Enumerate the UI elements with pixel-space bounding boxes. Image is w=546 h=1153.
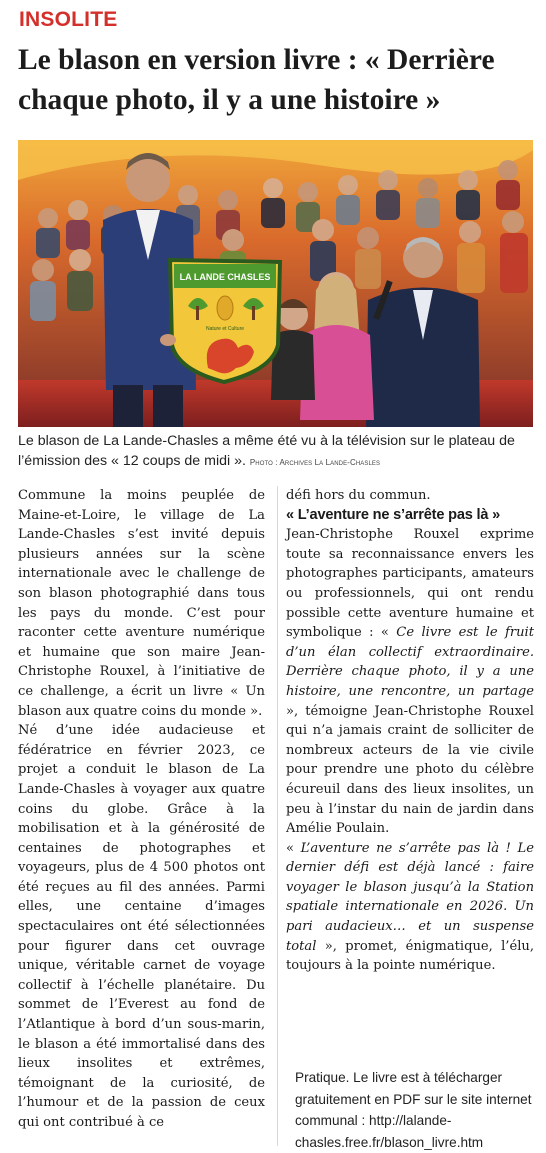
caption-text: Le blason de La Lande-Chasles a même été vu à la télévision sur le plateau de l’émission des « 12 coups de midi ». <box>18 433 515 469</box>
text-run: Jean-Christophe Rouxel exprime toute sa reconnaissance envers les photographes participants, amateurs ou professionnels, qui ont rendu possible cette aventure humaine et symbolique : « <box>286 527 534 641</box>
body-continuation: défi hors du commun. <box>286 488 431 503</box>
body-paragraph <box>286 525 534 839</box>
article-headline: Le blason en version livre : « Derrière chaque photo, il y a une histoire » <box>18 44 495 116</box>
article-subhead: « L’aventure ne s’arrête pas là » <box>286 506 501 523</box>
section-kicker: INSOLITE <box>19 8 118 31</box>
sign-title: LA LANDE CHASLES <box>179 272 271 282</box>
quote-italic: L’aventure ne s’arrête pas là ! Le dernier défi est déjà lancé : faire voyager le blason jusqu’à la Station spatiale internationale en 2026. Un pari audacieux… et un suspense total <box>286 840 534 954</box>
text-run: », témoigne Jean-Christophe Rouxel qui n’a jamais craint de solliciter de nombreux acteurs de la vie civile pour prendre une photo du célèbre écureuil dans des lieux insolites, un peu à l’instar du nain de jardin dans Amélie Poulain. <box>286 703 534 837</box>
practical-info: Pratique. Le livre est à télécharger gratuitement en PDF sur le site internet communal : http://lalande-chasles.free.fr/blason_livre.htm <box>295 1070 532 1150</box>
photo-caption <box>18 431 536 473</box>
body-paragraph: Commune la moins peuplée de Maine-et-Loire, le village de La Lande-Chasles s’est invité depuis plusieurs années sur la scène internationale avec le challenge de son blason photographié dans tous les pays du monde. C’est pour raconter cette aventure numérique et humaine que son maire Jean-Christophe Rouxel, à l’initiative de ce challenge, a écrit un livre « Un blason aux quatre coins du monde ». <box>18 488 265 719</box>
text-run: « <box>286 840 301 856</box>
article-photo <box>18 140 533 427</box>
column-divider <box>277 486 278 1146</box>
quote-italic: Ce livre est le fruit d’un élan collectif extraordinaire. Derrière chaque photo, il y a une histoire, une rencontre, un partage <box>286 625 534 699</box>
body-paragraph <box>286 839 534 976</box>
body-paragraph: Né d’une idée audacieuse et fédératrice en février 2023, ce projet a conduit le blason de La Lande-Chasles à voyager aux quatre coins du globe. Grâce à la mobilisation et à la générosité de centaines de photographes et voyageurs, plus de 4 500 photos ont été reçues au fil des années. Parmi elles, une centaine d’images spectaculaires ont été sélectionnées pour figurer dans cet ouvrage unique, véritable carnet de voyage collectif à l’échelle planétaire. Du sommet de l’Everest au fond de l’Atlantique à bord d’un sous-marin, le blason a été immortalisé dans des lieux insolites et extrêmes, témoignant de la curiosité, de l’humour et de la passion de ceux qui ont contribué à ce <box>18 723 265 1130</box>
text-run: », promet, énigmatique, l’élu, toujours à la pointe numérique. <box>286 938 534 974</box>
article-column-left <box>18 486 265 1133</box>
photo-credit: Photo : Archives La Lande-Chasles <box>249 458 381 467</box>
article-column-right <box>286 486 534 976</box>
sign-motto: Nature et Culture <box>205 326 245 332</box>
coat-of-arms-sign <box>170 260 280 382</box>
